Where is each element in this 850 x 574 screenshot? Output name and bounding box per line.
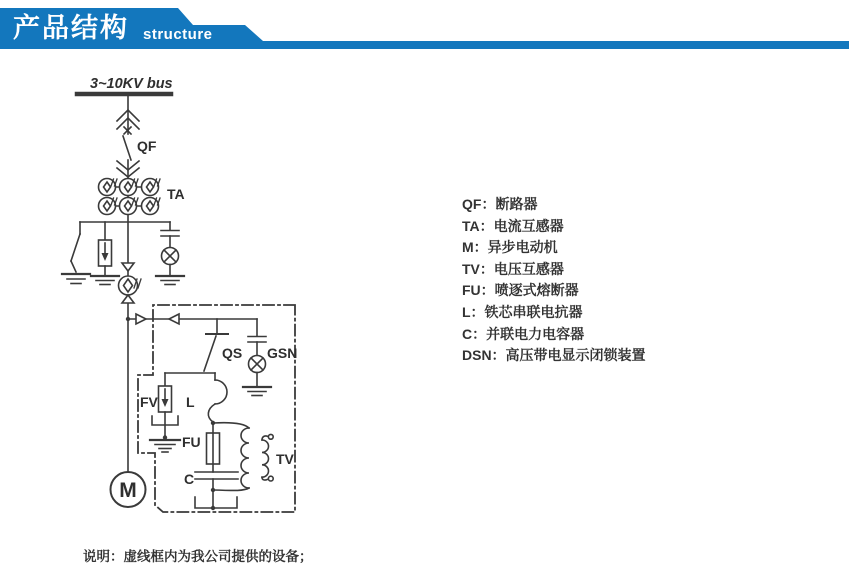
- arrester-fv: [150, 373, 180, 452]
- legend-item-qf: QF：断路器: [462, 196, 538, 212]
- legend-item-l: L：铁芯串联电抗器: [462, 303, 583, 320]
- reactor-l: [208, 373, 227, 425]
- fv-label: FV: [140, 394, 158, 410]
- l-label: L: [186, 394, 195, 410]
- current-transformer-ta: [99, 179, 161, 215]
- voltage-indicator: [156, 222, 184, 285]
- surge-arrester: [91, 222, 119, 285]
- legend-item-dsn: DSN：高压带电显示闭锁装置: [462, 347, 646, 364]
- page-subtitle: structure: [143, 26, 213, 43]
- gsn-label: GSN: [267, 345, 298, 361]
- page-title: 产品结构: [13, 13, 129, 43]
- earthing-switch: [62, 222, 90, 284]
- motor-letter: M: [119, 479, 137, 502]
- legend-item-tv: TV：电压互感器: [462, 260, 564, 277]
- bus-label: 3~10KV bus: [90, 76, 173, 92]
- fu-label: FU: [182, 434, 201, 450]
- fuse-fu: [207, 423, 220, 472]
- legend: [462, 194, 646, 367]
- legend-item-c: C：并联电力电容器: [462, 325, 585, 342]
- drawout-contacts-main: [119, 263, 142, 303]
- c-label: C: [184, 471, 195, 487]
- qs-label: QS: [222, 345, 243, 361]
- enclosure-entry-line: [126, 314, 257, 324]
- qf-label: QF: [137, 138, 157, 154]
- legend-item-ta: TA：电流互感器: [462, 217, 564, 234]
- legend-item-fu: FU：喷逐式熔断器: [462, 282, 579, 299]
- legend-item-m: M：异步电动机: [462, 239, 558, 256]
- tv-label: TV: [276, 451, 294, 467]
- voltage-transformer-tv: [213, 423, 273, 491]
- footnote: 说明：虚线框内为我公司提供的设备；: [83, 549, 313, 564]
- ta-label: TA: [167, 186, 185, 202]
